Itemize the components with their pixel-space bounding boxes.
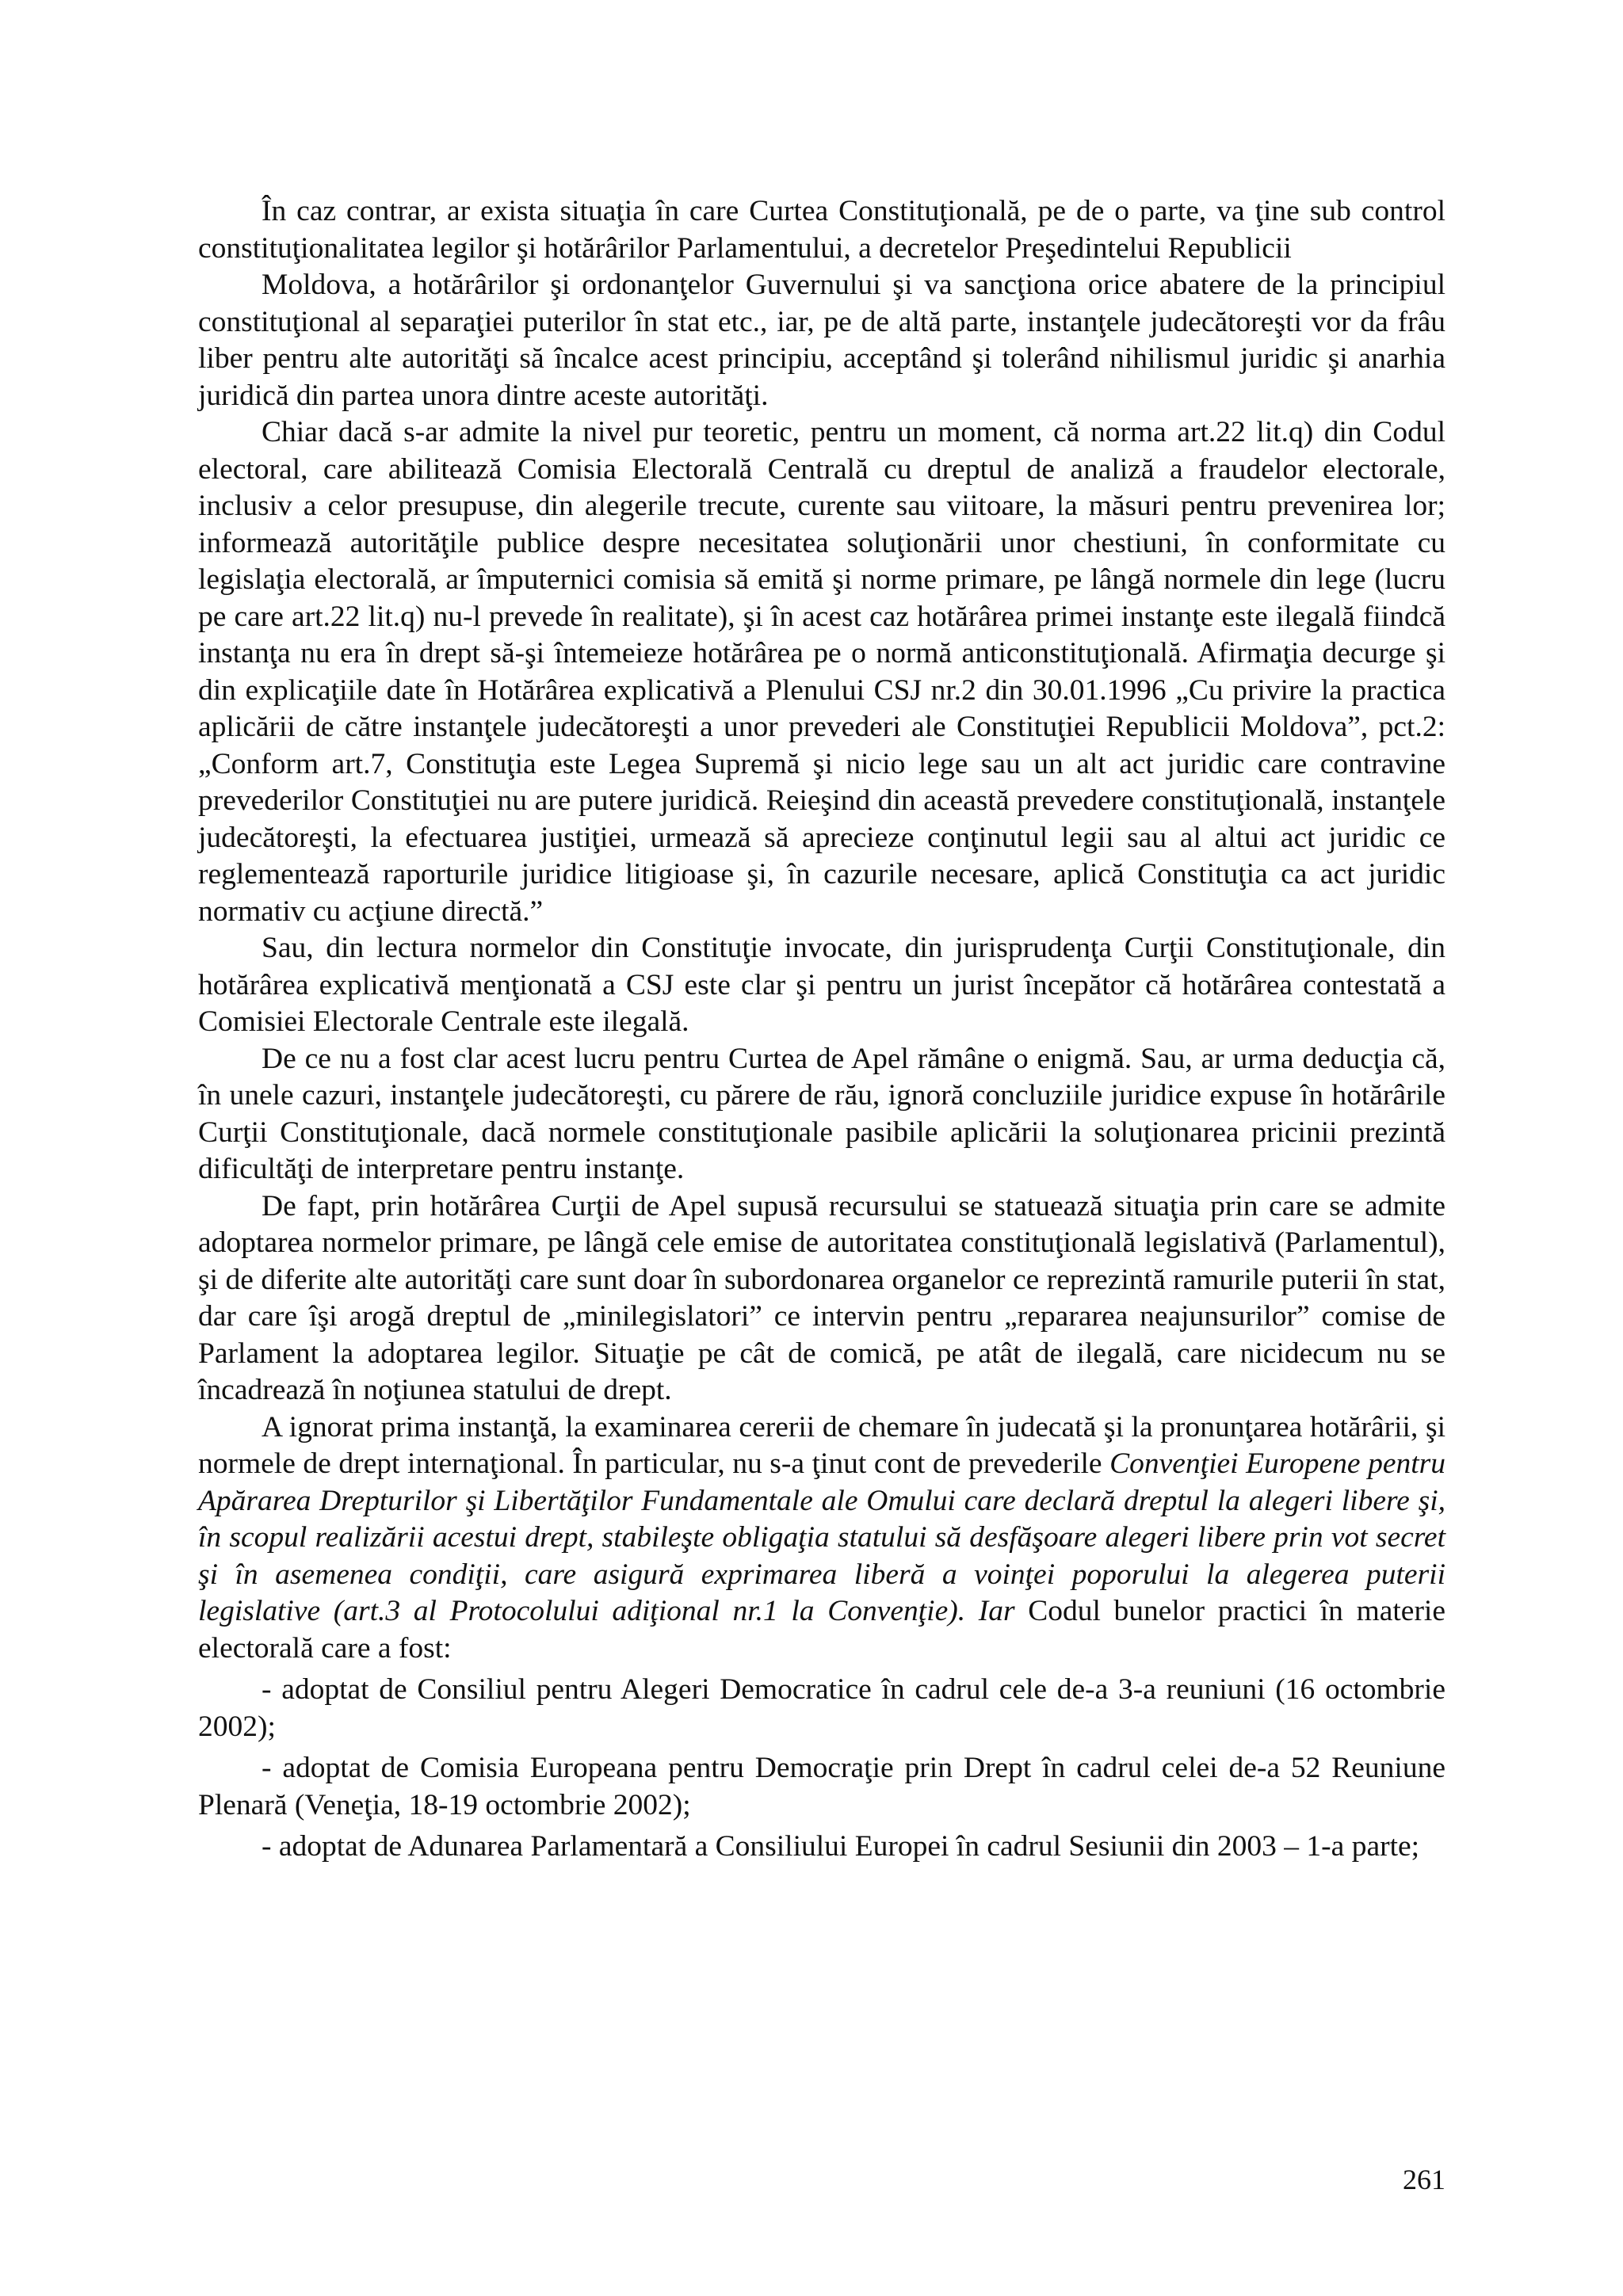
paragraph-3: Chiar dacă s-ar admite la nivel pur teoretic, pentru un moment, că norma art.22 lit.q) din Codul electoral, care abilitează Comisia Electorală Centrală cu dreptul de analiză a fraudelor electorale, inclusiv a celor presupuse, din alegerile trecute, curente sau viitoare, la măsuri pentru prevenirea lor; informează autorităţile publice despre necesitatea soluţionării unor chestiuni, în conformitate cu legislaţia electorală, ar împuternici comisia să emită şi norme primare, pe lângă normele din lege (lucru pe care art.22 lit.q) nu-l prevede în realitate), şi în acest caz hotărârea primei instanţe este ilegală fiindcă instanţa nu era în drept să-şi întemeieze hotărârea pe o normă anticonstituţională. Afirmaţia decurge şi din explicaţiile date în Hotărârea explicativă a Plenului CSJ nr.2 din 30.01.1996 „Cu privire la practica aplicării de către instanţele judecătoreşti a unor prevederi ale Constituţiei Republicii Moldova”, pct.2: „Conform art.7, Constituţia este Legea Supremă şi nicio lege sau un alt act juridic care contravine prevederilor Constituţiei nu are putere juridică. Reieşind din această prevedere constituţională, instanţele judecătoreşti, la efectuarea justiţiei, urmează să aprecieze conţinutul legii sau al altui act juridic ce reglementează raporturile juridice litigioase şi, în cazurile necesare, aplică Constituţia ca act juridic normativ cu acţiune directă.” bbox=[198, 416, 1445, 928]
paragraph-6: De fapt, prin hotărârea Curţii de Apel supusă recursului se statuează situaţia prin care se admite adoptarea normelor primare, pe lângă cele emise de autoritatea constituţională legislativă (Parlamentul), şi de diferite alte autorităţi care sunt doar în subordonarea organelor ce reprezintă ramurile puterii în stat, dar care îşi arogă dreptul de „minilegislatori” ce intervin pentru „repararea neajunsurilor” comise de Parlament la adoptarea legilor. Situaţie pe cât de comică, pe atât de ilegală, care nicidecum nu se încadrează în noţiunea statului de drept. bbox=[198, 1189, 1445, 1406]
page-number: 261 bbox=[1403, 2164, 1445, 2195]
list-item-1: - adoptat de Consiliul pentru Alegeri Democratice în cadrul cele de-a 3-a reuniuni (16 octombrie 2002); bbox=[198, 1673, 1445, 1743]
paragraph-5: De ce nu a fost clar acest lucru pentru Curtea de Apel rămâne o enigmă. Sau, ar urma deducţia că, în unele cazuri, instanţele judecătoreşti, cu părere de rău, ignoră concluziile juridice expuse în hotărârile Curţii Constituţionale, dacă normele constituţionale pasibile aplicării la soluţionarea pricinii prezintă dificultăţi de interpretare pentru instanţe. bbox=[198, 1042, 1445, 1185]
paragraph-2: Moldova, a hotărârilor şi ordonanţelor Guvernului şi va sancţiona orice abatere de la principiul constituţional al separaţiei puterilor în stat etc., iar, pe de altă parte, instanţele judecătoreşti vor da frâu liber pentru alte autorităţi să încalce acest principiu, acceptând şi tolerând nihilismul juridic şi anarhia juridică din partea unora dintre aceste autorităţi. bbox=[198, 269, 1445, 412]
paragraph-7-italic: Convenţiei Europene pentru Apărarea Drepturilor şi Libertăţilor Fundamentale ale Omului care declară dreptul la alegeri libere şi, în scopul realizării acestui drept, stabileşte obligaţia statului să desfăşoare alegeri libere prin vot secret şi în asemenea condiţii, care asigură exprimarea liberă a voinţei poporului la alegerea puterii legislative (art.3 al Protocolului adiţional nr.1 la Convenţie). Iar bbox=[198, 1447, 1445, 1627]
list-item-2: - adoptat de Comisia Europeana pentru Democraţie prin Drept în cadrul celei de-a 52 Reuniune Plenară (Veneţia, 18-19 octombrie 2002); bbox=[198, 1752, 1445, 1821]
document-body bbox=[198, 193, 1445, 1866]
paragraph-7-start: A ignorat prima instanţă, la examinarea cererii de chemare în judecată şi la pronunţarea hotărârii, şi normele de drept internaţional. În particular, nu s-a ţinut cont de prevederile bbox=[198, 1410, 1445, 1480]
paragraph-1: În caz contrar, ar exista situaţia în care Curtea Constituţională, pe de o parte, va ţine sub control constituţionalitatea legilor şi hotărârilor Parlamentului, a decretelor Preşedintelui Republicii bbox=[198, 195, 1445, 265]
list-item-3: - adoptat de Adunarea Parlamentară a Consiliului Europei în cadrul Sesiunii din 2003 – 1-a parte; bbox=[262, 1830, 1420, 1863]
paragraph-7 bbox=[198, 1409, 1445, 1668]
paragraph-4: Sau, din lectura normelor din Constituţie invocate, din jurisprudenţa Curţii Constituţionale, din hotărârea explicativă menţionată a CSJ este clar şi pentru un jurist începător că hotărârea contestată a Comisiei Electorale Centrale este ilegală. bbox=[198, 932, 1445, 1038]
paragraph-7-end: Codul bunelor practici în materie electorală care a fost: bbox=[198, 1595, 1445, 1665]
